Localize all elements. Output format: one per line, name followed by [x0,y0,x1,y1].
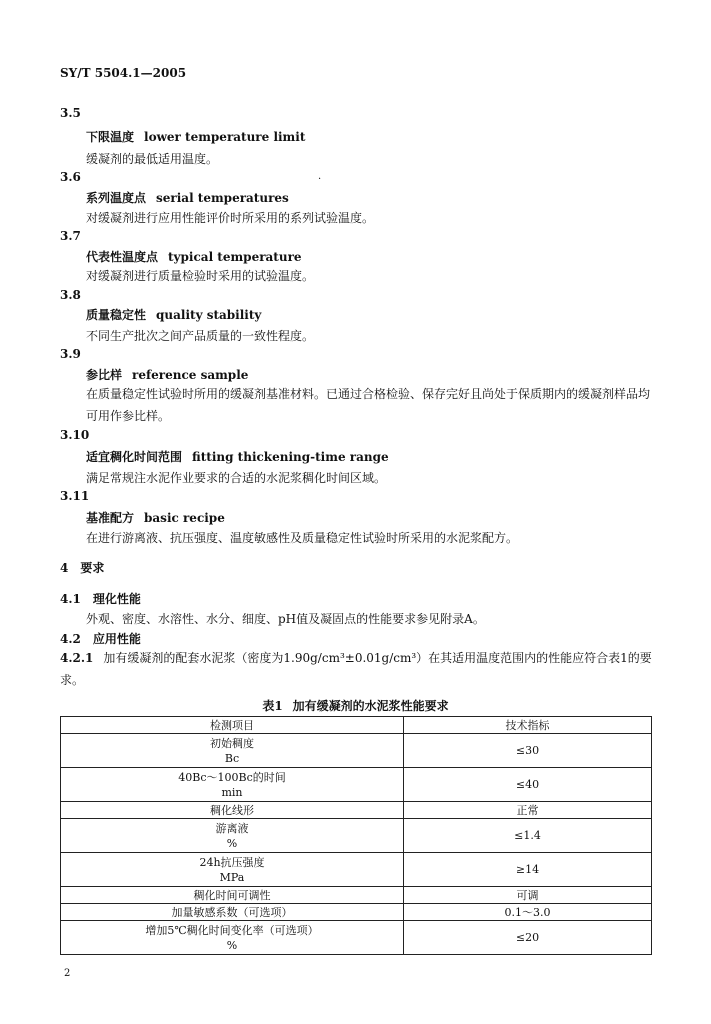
section-title: 理化性能 [92,592,141,606]
row-value: ≤1.4 [404,819,652,853]
section-number: 4.2.1 [60,651,94,665]
term-heading [86,448,389,465]
row-item: 加量敏感系数（可选项） [61,904,404,921]
table-row [61,734,652,768]
row-item: 稠化时间可调性 [61,887,404,904]
standard-header: SY/T 5504.1—2005 [60,66,187,80]
term-heading [86,189,289,206]
clause-number: 3.10 [60,428,90,442]
section-number: 4.2 [60,632,81,646]
term-zh: 基准配方 [86,511,135,525]
row-item [61,921,404,955]
header-item: 检测项目 [61,717,404,734]
table-caption-text: 加有缓凝剂的水泥浆性能要求 [292,699,449,713]
term-heading [86,509,225,526]
clause-paragraph [60,647,652,691]
item-unit: Bc [224,751,240,765]
clause-number: 3.11 [60,489,90,503]
section-number: 4 [60,561,69,575]
table-caption [0,697,711,714]
item-label: 增加5℃稠化时间变化率（可选项） [145,923,319,937]
table-header-row [61,717,652,734]
section-body: 加有缓凝剂的配套水泥浆（密度为1.90g/cm³±0.01g/cm³）在其适用温度范围内的性能应符合表1的要求。 [60,651,652,687]
requirements-table [60,716,652,955]
item-unit: % [226,938,238,952]
table-row [61,887,652,904]
row-item [61,768,404,802]
term-en: lower temperature limit [144,130,306,144]
term-heading [86,366,248,383]
row-item: 稠化线形 [61,802,404,819]
term-definition: 对缓凝剂进行质量检验时采用的试验温度。 [86,269,315,283]
section-title: 要求 [80,561,105,575]
clause-number: 3.7 [60,229,81,243]
table-caption-number: 表1 [262,699,283,713]
section-heading [60,590,141,607]
item-unit: MPa [219,870,245,884]
table-row [61,819,652,853]
term-zh: 下限温度 [86,130,135,144]
term-definition: 在进行游离液、抗压强度、温度敏感性及质量稳定性试验时所采用的水泥浆配方。 [86,531,519,545]
row-item [61,819,404,853]
term-zh: 适宜稠化时间范围 [86,450,183,464]
row-value: ≤20 [404,921,652,955]
term-en: typical temperature [168,250,302,264]
row-value: 0.1～3.0 [404,904,652,921]
row-item [61,734,404,768]
term-zh: 参比样 [86,368,123,382]
term-definition: 满足常规注水泥作业要求的合适的水泥浆稠化时间区域。 [86,471,387,485]
term-heading [86,248,302,265]
section-title: 应用性能 [92,632,141,646]
row-item [61,853,404,887]
term-heading [86,306,261,323]
page-number: 2 [64,968,71,979]
term-en: fitting thickening-time range [192,450,389,464]
section-heading [60,630,141,647]
item-label: 游离液 [215,821,249,835]
section-heading [60,559,104,576]
term-zh: 系列温度点 [86,191,147,205]
item-unit: min [221,785,243,799]
table-row [61,904,652,921]
term-zh: 代表性温度点 [86,250,159,264]
term-en: quality stability [156,308,262,322]
clause-number: 3.8 [60,288,81,302]
stray-mark: . [318,171,322,182]
row-value: ≤30 [404,734,652,768]
term-en: reference sample [132,368,249,382]
item-unit: % [226,836,238,850]
term-en: basic recipe [144,511,225,525]
term-zh: 质量稳定性 [86,308,147,322]
item-label: 40Bc～100Bc的时间 [178,770,286,784]
row-value: ≥14 [404,853,652,887]
clause-number: 3.6 [60,170,81,184]
item-label: 24h抗压强度 [199,855,265,869]
term-en: serial temperatures [156,191,289,205]
section-body: 外观、密度、水溶性、水分、细度、pH值及凝固点的性能要求参见附录A。 [86,612,485,626]
clause-number: 3.5 [60,106,81,120]
table-row [61,802,652,819]
table-row [61,921,652,955]
term-definition: 缓凝剂的最低适用温度。 [86,152,219,166]
table-row [61,853,652,887]
term-definition-text: 在质量稳定性试验时所用的缓凝剂基准材料。已通过合格检验、保存完好且尚处于保质期内的缓凝剂样品均可用作参比样。 [86,387,651,423]
term-definition: 不同生产批次之间产品质量的一致性程度。 [86,329,315,343]
row-value: ≤40 [404,768,652,802]
item-label: 初始稠度 [210,736,254,750]
term-definition: 对缓凝剂进行应用性能评价时所采用的系列试验温度。 [86,211,375,225]
row-value: 正常 [404,802,652,819]
term-heading [86,128,305,145]
clause-number: 3.9 [60,347,81,361]
term-definition [60,383,652,427]
section-number: 4.1 [60,592,81,606]
table-row [61,768,652,802]
row-value: 可调 [404,887,652,904]
header-value: 技术指标 [404,717,652,734]
